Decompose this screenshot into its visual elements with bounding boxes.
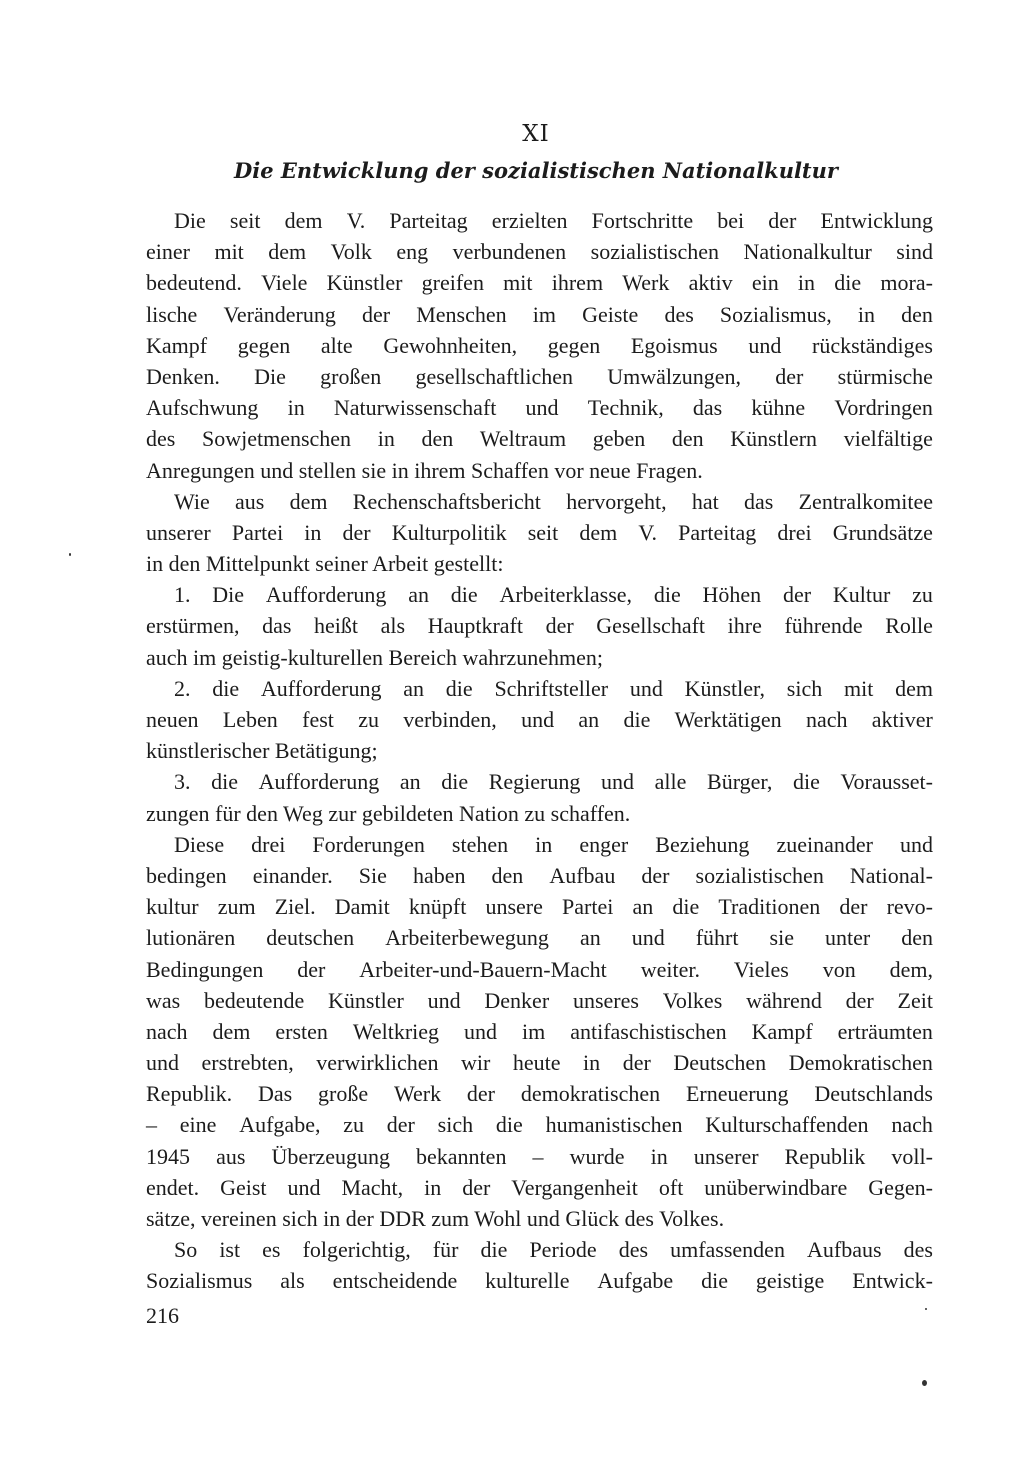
text-line: Diese drei Forderungen stehen in enger Beziehung zueinander und <box>174 831 933 857</box>
text-line: kultur zum Ziel. Damit knüpft unsere Partei an die Traditionen der revo- <box>146 894 933 920</box>
text-line: Bedingungen der Arbeiter-und-Bauern-Macht weiter. Vieles von dem, <box>146 956 933 982</box>
chapter-number: XI <box>522 121 550 147</box>
text-line: 2. die Aufforderung an die Schriftsteller und Künstler, sich mit dem <box>174 675 933 701</box>
text-line: zungen für den Weg zur gebildeten Nation zu schaffen. <box>146 800 631 826</box>
text-line: des Sowjetmenschen in den Weltraum geben den Künstlern vielfältige <box>146 426 933 452</box>
text-line: 3. die Aufforderung an die Regierung und alle Bürger, die Vorausset- <box>174 769 933 795</box>
text-line: Denken. Die großen gesellschaftlichen Umwälzungen, der stürmische <box>146 363 933 389</box>
text-line: was bedeutende Künstler und Denker unseres Volkes während der Zeit <box>146 987 933 1013</box>
text-line: erstürmen, das heißt als Hauptkraft der Gesellschaft ihre führende Rolle <box>146 613 933 639</box>
text-line: einer mit dem Volk eng verbundenen sozialistischen Nationalkultur sind <box>146 239 933 265</box>
text-line: lutionären deutschen Arbeiterbewegung an und führt sie unter den <box>146 925 933 951</box>
text-line: nach dem ersten Weltkrieg und im antifaschistischen Kampf erträumten <box>146 1018 933 1044</box>
chapter-title: Die Entwicklung der sozialistischen Nationalkultur <box>234 158 838 183</box>
page-number: 216 <box>146 1303 179 1328</box>
text-line: neuen Leben fest zu verbinden, und an die Werktätigen nach aktiver <box>146 707 933 732</box>
text-line: unserer Partei in der Kulturpolitik seit dem V. Parteitag drei Grundsätze <box>146 519 933 545</box>
text-line: auch im geistig-kulturellen Bereich wahrzunehmen; <box>146 644 603 670</box>
text-line: Sozialismus als entscheidende kulturelle Aufgabe die geistige Entwick- <box>146 1268 933 1294</box>
text-line: lische Veränderung der Menschen im Geiste des Sozialismus, in den <box>146 301 933 327</box>
text-line: Wie aus dem Rechenschaftsbericht hervorgeht, hat das Zentralkomitee <box>174 488 933 514</box>
text-line: bedeutend. Viele Künstler greifen mit ihrem Werk aktiv ein in die mora- <box>146 270 933 296</box>
text-line: – eine Aufgabe, zu der sich die humanistischen Kulturschaffenden nach <box>146 1112 933 1138</box>
text-line: Kampf gegen alte Gewohnheiten, gegen Egoismus und rückständiges <box>146 332 933 358</box>
text-line: in den Mittelpunkt seiner Arbeit gestellt: <box>146 551 504 577</box>
text-line: endet. Geist und Macht, in der Vergangenheit oft unüberwindbare Gegen- <box>146 1174 933 1200</box>
text-line: und erstrebten, verwirklichen wir heute in der Deutschen Demokratischen <box>146 1050 933 1076</box>
text-line: künstlerischer Betätigung; <box>146 738 378 764</box>
body-text <box>146 205 933 1297</box>
text-line: 1. Die Aufforderung an die Arbeiterklasse, die Höhen der Kultur zu <box>174 582 933 608</box>
text-line: Republik. Das große Werk der demokratischen Erneuerung Deutschlands <box>146 1081 933 1107</box>
text-line: Die seit dem V. Parteitag erzielten Fortschritte bei der Entwicklung <box>174 208 933 233</box>
scan-speck <box>69 553 71 556</box>
text-line: sätze, vereinen sich in der DDR zum Wohl und Glück des Volkes. <box>146 1206 725 1231</box>
scan-speck <box>925 1308 927 1310</box>
text-line: 1945 aus Überzeugung bekannten – wurde in unserer Republik voll- <box>146 1143 933 1169</box>
text-line: So ist es folgerichtig, für die Periode des umfassenden Aufbaus des <box>174 1237 933 1263</box>
text-line: Anregungen und stellen sie in ihrem Schaffen vor neue Fragen. <box>146 457 703 483</box>
scan-speck <box>922 1380 927 1386</box>
text-line: Aufschwung in Naturwissenschaft und Technik, das kühne Vordringen <box>146 395 933 421</box>
text-line: bedingen einander. Sie haben den Aufbau der sozialistischen National- <box>146 862 933 888</box>
